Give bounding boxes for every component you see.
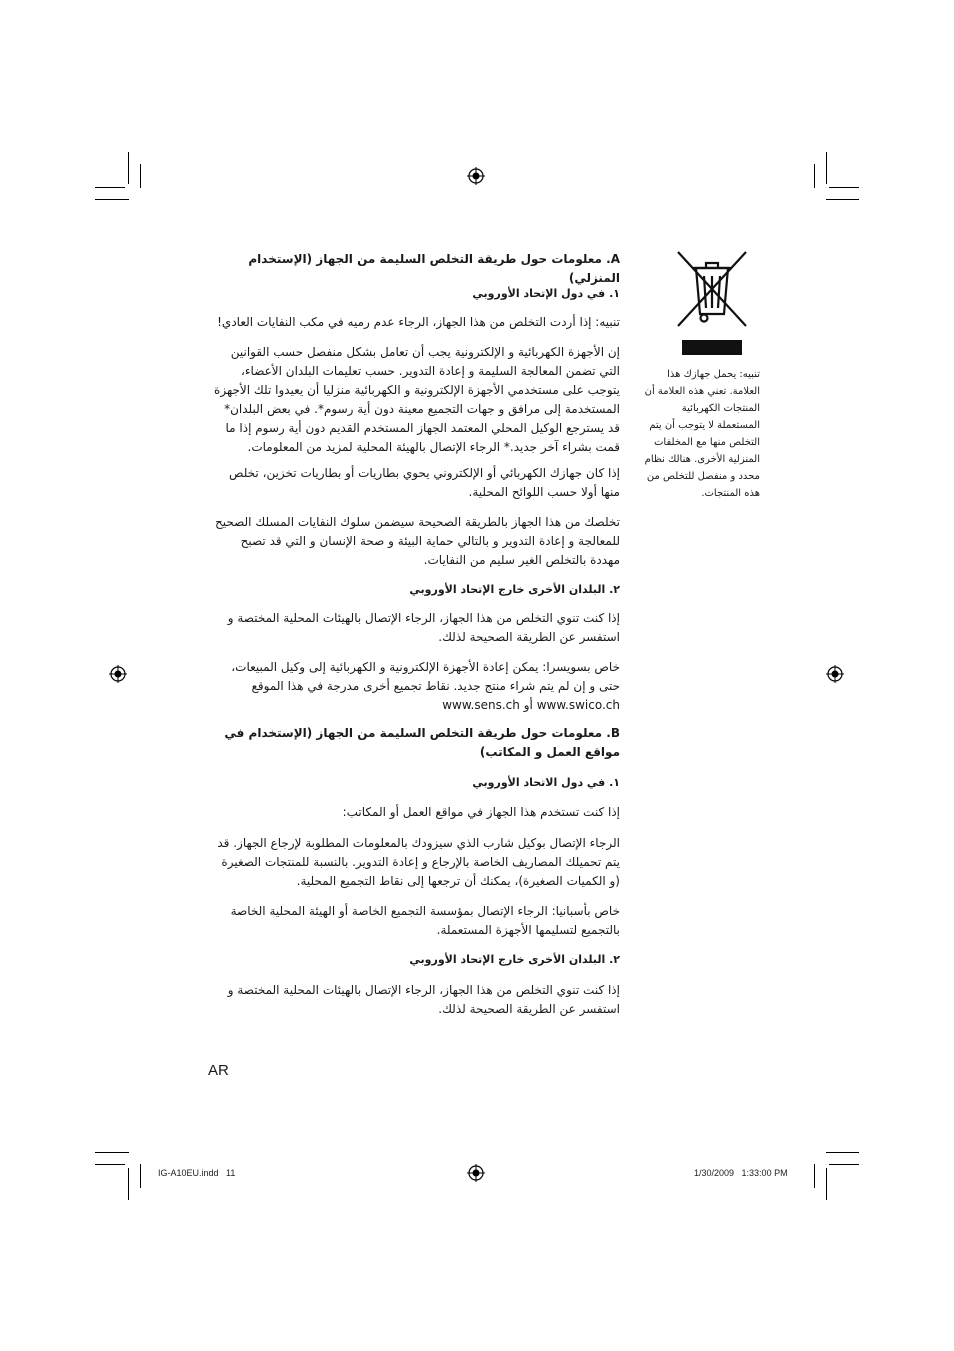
crop-mark (826, 1168, 827, 1200)
section-a-batteries: إذا كان جهازك الكهربائي أو الإلكتروني يحوي بطاريات أو بطاريات تخزين، تخلص منها أولا حسب اللوائح المحلية. (229, 466, 620, 499)
crossed-out-wheelie-bin-icon (674, 248, 750, 358)
crop-mark (140, 164, 141, 188)
section-b-paragraph: إذا كنت تستخدم هذا الجهاز في مواقع العمل أو المكاتب: (342, 805, 620, 819)
section-a-subheading-eu: ١. في دول الإتحاد الأوروبي (472, 287, 620, 300)
section-a-subheading-other: ٢. البلدان الأخرى خارج الإتحاد الأوروبي (409, 583, 620, 596)
crop-mark (826, 199, 859, 200)
crop-mark (140, 1164, 141, 1188)
crop-mark (826, 1152, 859, 1153)
sidebar-note: تنبيه: يحمل جهازك هذا العلامة. تعني هذه العلامة أن المنتجات الكهربائية المستعملة لا يتوجب أن يتم التخلص منها مع المخلفات المنزلية الأخرى. هنالك نظام محدد و منفصل للتخلص من هذه المنتجات. (644, 369, 760, 499)
section-a-switzerland (210, 658, 620, 715)
crop-mark (95, 1152, 129, 1153)
registration-mark-icon (467, 1164, 485, 1182)
crop-mark (829, 1164, 859, 1165)
section-b-subheading-other: ٢. البلدان الأخرى خارج الإتحاد الأوروبي (409, 953, 620, 966)
crop-mark (814, 164, 815, 188)
registration-mark-icon (826, 665, 844, 683)
crop-mark (128, 1168, 129, 1200)
crop-mark (829, 187, 859, 188)
section-b-subheading-eu: ١. في دول الاتحاد الأوروبي (472, 776, 620, 789)
or-text: أو (523, 698, 533, 712)
language-tag: AR (208, 1062, 229, 1079)
sens-link[interactable]: www.sens.ch (442, 698, 520, 712)
footer-file: IG-A10EU.indd 11 (158, 1168, 236, 1178)
registration-mark-icon (109, 665, 127, 683)
crop-mark (128, 152, 129, 184)
swico-link[interactable]: www.swico.ch (536, 698, 620, 712)
section-b-paragraph: الرجاء الإتصال بوكيل شارب الذي سيزودك بالمعلومات المطلوبة لإرجاع الجهاز. قد يتم تحميلك المصاريف الخاصة بالإرجاع و إعادة التدوير. بالنسبة للمنتجات الصغيرة (و الكميات الصغيرة)، يمكنك أن ترجعها إلى نقاط التجميع المحلية. (217, 836, 620, 888)
section-b-paragraph: إذا كنت تنوي التخلص من هذا الجهاز، الرجاء الإتصال بالهيئات المحلية المختصة و استفسر عن الطريقة الصحيحة لذلك. (227, 983, 620, 1016)
switzerland-text: خاص بسويسرا: يمكن إعادة الأجهزة الإلكترونية و الكهربائية إلى وكيل المبيعات، حتى و إن لم يتم شراء منتج جديد. نقاط تجميع أخرى مدرجة في هذا الموقع (231, 660, 620, 693)
section-a-warning: تنبيه: إذا أردت التخلص من هذا الجهاز، الرجاء عدم رميه في مكب النفايات العادي! (217, 315, 620, 329)
crop-mark (95, 187, 125, 188)
section-b-heading: B. معلومات حول طريقة التخلص السليمة من الجهاز (الإستخدام في مواقع العمل و المكاتب) (224, 726, 620, 759)
crop-mark (95, 1164, 125, 1165)
section-b-spain: خاص بأسبانيا: الرجاء الإتصال بمؤسسة التجميع الخاصة أو الهيئة المحلية الخاصة بالتجميع لتسليمها الأجهزة المستعملة. (230, 904, 620, 937)
section-a-paragraph: تخلصك من هذا الجهاز بالطريقة الصحيحة سيضمن سلوك النفايات المسلك الصحيح للمعالجة و إعادة التدوير و بالتالي حماية البيئة و صحة الإنسان و التي قد تصبح مهددة بالتخلص الغير سليم من النفايات. (215, 515, 620, 567)
footer-date: 1/30/2009 1:33:00 PM (694, 1168, 788, 1178)
crop-mark (814, 1164, 815, 1188)
crop-mark (95, 199, 129, 200)
section-a-paragraph: إذا كنت تنوي التخلص من هذا الجهاز، الرجاء الإتصال بالهيئات المحلية المختصة و استفسر عن الطريقة الصحيحة لذلك. (227, 611, 620, 644)
registration-mark-icon (467, 167, 485, 185)
section-a-paragraph: إن الأجهزة الكهربائية و الإلكترونية يجب أن تعامل بشكل منفصل حسب القوانين التي تضمن المعالجة السليمة و إعادة التدوير. حسب تعليمات البلدان الأعضاء، يتوجب على مستخدمي الأجهزة الإلكترونية و الكهربائية منزليا أن يعيدوا تلك الأجهزة المستخدمة إلى مرافق و جهات التجميع معينة دون أية رسوم*. في بعض البلدان* قد يسترجع الوكيل المحلي المعتمد الجهاز المستخدم القديم دون أية رسوم إذا ما قمت بشراء آخر جديد.* الرجاء الإتصال بالهيئة المحلية لمزيد من المعلومات. (214, 345, 620, 454)
section-a-heading: A. معلومات حول طريقة التخلص السليمة من الجهاز (الإستخدام المنزلي) (248, 252, 620, 285)
crop-mark (826, 152, 827, 184)
